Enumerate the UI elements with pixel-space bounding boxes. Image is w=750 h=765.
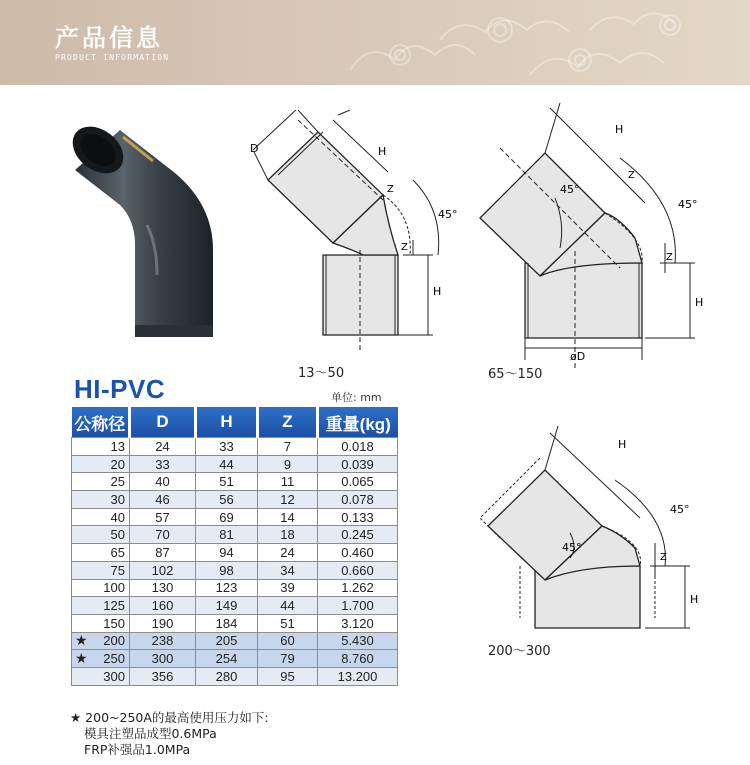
header-weight: 重量(kg)	[318, 407, 398, 438]
cell-h: 205	[196, 632, 258, 650]
note-line-2: 模具注塑品成型0.6MPa	[84, 726, 217, 741]
cell-w: 5.430	[318, 632, 398, 650]
cell-d: 190	[130, 614, 196, 632]
diagram-medium-caption: 65～150	[488, 367, 543, 382]
star-icon: ★	[75, 632, 88, 649]
cell-z: 11	[258, 473, 318, 491]
pressure-note	[70, 710, 269, 758]
table-row	[72, 561, 398, 579]
dim-label-inner-angle: 45°	[562, 541, 582, 554]
nominal-value: 125	[103, 598, 125, 614]
nominal-value: 75	[110, 562, 125, 578]
cell-z: 24	[258, 544, 318, 562]
cloud-pattern-decoration	[330, 0, 750, 85]
table-row	[72, 508, 398, 526]
banner-subtitle: PRODUCT INFORMATION	[55, 53, 170, 62]
cell-w: 0.660	[318, 561, 398, 579]
cell-z: 44	[258, 597, 318, 615]
table-row	[72, 597, 398, 615]
table-row	[72, 614, 398, 632]
header-d: D	[130, 407, 196, 438]
cell-h: 69	[196, 508, 258, 526]
cell-z: 9	[258, 455, 318, 473]
cell-w: 0.078	[318, 491, 398, 509]
nominal-value: 100	[103, 580, 125, 596]
cell-nominal	[72, 473, 130, 491]
header-h: H	[196, 407, 258, 438]
note-line-3: FRP补强品1.0MPa	[84, 742, 191, 757]
cell-z: 12	[258, 491, 318, 509]
nominal-value: 40	[110, 509, 125, 525]
table-row	[72, 438, 398, 456]
dim-label-inner-angle: 45°	[560, 183, 580, 196]
dim-label-angle: 45°	[678, 198, 698, 211]
cell-w: 0.133	[318, 508, 398, 526]
nominal-value: 20	[110, 456, 125, 472]
cell-nominal	[72, 526, 130, 544]
nominal-value: 150	[103, 615, 125, 631]
cell-h: 81	[196, 526, 258, 544]
table-row	[72, 526, 398, 544]
cell-w: 13.200	[318, 667, 398, 685]
product-photo	[65, 125, 225, 340]
cell-d: 87	[130, 544, 196, 562]
table-body	[72, 438, 398, 686]
cell-nominal	[72, 544, 130, 562]
nominal-value: 65	[110, 544, 125, 560]
table-row	[72, 667, 398, 685]
cell-nominal	[72, 614, 130, 632]
cell-h: 94	[196, 544, 258, 562]
cell-d: 130	[130, 579, 196, 597]
cell-h: 184	[196, 614, 258, 632]
table-row	[72, 650, 398, 668]
nominal-value: 50	[110, 527, 125, 543]
cell-w: 0.065	[318, 473, 398, 491]
cell-d: 46	[130, 491, 196, 509]
cell-z: 7	[258, 438, 318, 456]
cell-nominal	[72, 491, 130, 509]
dim-label-z: Z	[401, 242, 408, 253]
dim-label-z: Z	[666, 252, 673, 263]
diagram-large-caption: 200～300	[488, 644, 551, 659]
cell-nominal	[72, 597, 130, 615]
banner-title: 产品信息	[55, 24, 163, 52]
dim-label-z-top: Z	[387, 184, 394, 195]
cell-d: 40	[130, 473, 196, 491]
dim-label-d: D	[250, 142, 259, 155]
cell-d: 160	[130, 597, 196, 615]
table-row	[72, 473, 398, 491]
cell-d: 356	[130, 667, 196, 685]
dim-label-h: H	[695, 296, 704, 309]
cell-d: 33	[130, 455, 196, 473]
header-banner	[0, 0, 750, 85]
diagram-small-caption: 13～50	[298, 366, 345, 381]
cell-z: 51	[258, 614, 318, 632]
cell-z: 34	[258, 561, 318, 579]
dim-label-angle: 45°	[438, 208, 458, 221]
dim-label-z: Z	[660, 552, 667, 563]
table-row	[72, 455, 398, 473]
dim-label-od: øD	[570, 350, 586, 363]
cell-h: 33	[196, 438, 258, 456]
dim-label-h-top: H	[618, 438, 627, 451]
dim-label-h: H	[690, 593, 699, 606]
cell-d: 57	[130, 508, 196, 526]
cell-d: 24	[130, 438, 196, 456]
header-z: Z	[258, 407, 318, 438]
table-row	[72, 632, 398, 650]
cell-z: 95	[258, 667, 318, 685]
diagram-small-elbow	[238, 110, 468, 350]
nominal-value: 200	[103, 633, 125, 649]
cell-h: 44	[196, 455, 258, 473]
cell-nominal	[72, 650, 130, 668]
cell-h: 149	[196, 597, 258, 615]
table-row	[72, 579, 398, 597]
cell-d: 238	[130, 632, 196, 650]
nominal-value: 300	[103, 668, 125, 684]
cell-h: 56	[196, 491, 258, 509]
cell-z: 60	[258, 632, 318, 650]
dim-label-h-top: H	[615, 123, 624, 136]
spec-table	[71, 407, 398, 686]
cell-w: 0.460	[318, 544, 398, 562]
cell-w: 0.245	[318, 526, 398, 544]
cell-d: 70	[130, 526, 196, 544]
dim-label-angle: 45°	[670, 503, 690, 516]
unit-label: 单位: mm	[331, 391, 382, 404]
nominal-value: 13	[110, 438, 125, 454]
cell-w: 1.262	[318, 579, 398, 597]
cell-nominal	[72, 438, 130, 456]
note-line-1: ★ 200~250A的最高使用压力如下:	[70, 710, 269, 725]
star-icon: ★	[75, 650, 88, 667]
cell-w: 0.039	[318, 455, 398, 473]
cell-d: 102	[130, 561, 196, 579]
table-header-row	[72, 407, 398, 438]
nominal-value: 250	[103, 651, 125, 667]
cell-w: 0.018	[318, 438, 398, 456]
cell-nominal	[72, 508, 130, 526]
cell-nominal	[72, 561, 130, 579]
diagram-medium-elbow	[470, 98, 720, 373]
cell-nominal	[72, 579, 130, 597]
cell-d: 300	[130, 650, 196, 668]
cell-nominal	[72, 667, 130, 685]
table-row	[72, 491, 398, 509]
nominal-value: 30	[110, 491, 125, 507]
cell-z: 79	[258, 650, 318, 668]
cell-z: 18	[258, 526, 318, 544]
dim-label-z-top: Z	[628, 170, 635, 181]
cell-nominal	[72, 632, 130, 650]
diagram-large-elbow	[470, 418, 720, 633]
dim-label-h-top: H	[378, 145, 387, 158]
cell-w: 8.760	[318, 650, 398, 668]
cell-w: 1.700	[318, 597, 398, 615]
cell-z: 14	[258, 508, 318, 526]
cell-w: 3.120	[318, 614, 398, 632]
header-nominal: 公称径	[72, 407, 130, 438]
cell-h: 254	[196, 650, 258, 668]
table-row	[72, 544, 398, 562]
cell-z: 39	[258, 579, 318, 597]
cell-h: 123	[196, 579, 258, 597]
cell-nominal	[72, 455, 130, 473]
brand-title: HI-PVC	[74, 374, 166, 404]
cell-h: 51	[196, 473, 258, 491]
dim-label-h: H	[433, 285, 442, 298]
cell-h: 98	[196, 561, 258, 579]
nominal-value: 25	[110, 474, 125, 490]
cell-h: 280	[196, 667, 258, 685]
